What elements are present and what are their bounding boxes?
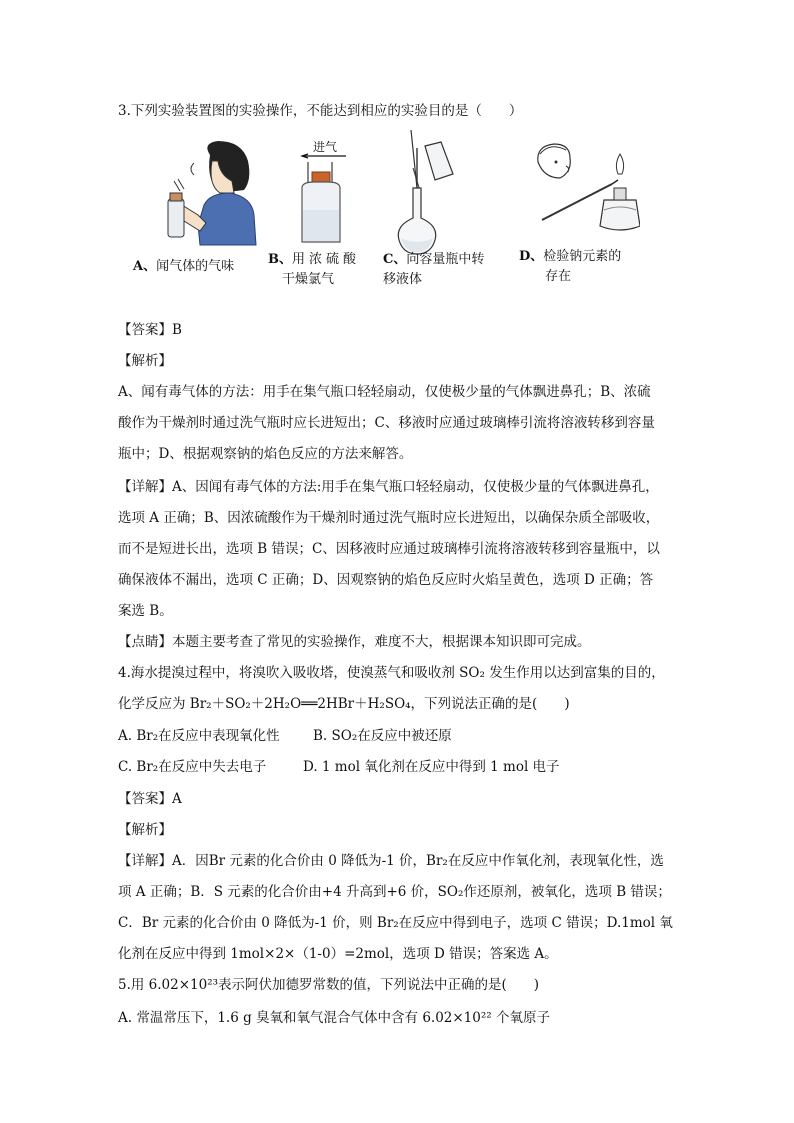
option-b-caption: B、用浓硫酸 — [268, 252, 361, 267]
option-b-caption-line2: 干燥氯气 — [282, 272, 335, 287]
q4-detail-line: 【详解】A．因Br 元素的化合价由 0 降低为-1 价，Br₂在反应中作氧化剂，表现氧化性，选 — [118, 853, 664, 869]
q3-analysis-title: 【解析】 — [118, 353, 172, 369]
figure-d-flame-test — [530, 140, 640, 240]
option-c-caption-line2: 移液体 — [383, 272, 423, 287]
q4-detail-line: 化剂在反应中得到 1mol×2×（1-0）=2mol，选项 D 错误；答案选 A。 — [118, 946, 558, 962]
q3-detail-line: 选项 A 正确；B、因浓硫酸作为干燥剂时通过洗气瓶时应长进短出，以确保杂质全部吸收， — [118, 510, 660, 526]
option-d-caption-line2: 存在 — [545, 269, 572, 284]
q3-analysis-line: A、闻有毒气体的方法：用手在集气瓶口轻轻扇动，仅使极少量的气体飘进鼻孔；B、浓硫 — [118, 384, 651, 400]
option-a-caption: A、闻气体的气味 — [133, 259, 235, 274]
q3-analysis-line: 酸作为干燥剂时通过洗气瓶时应长进短出；C、移液时应通过玻璃棒引流将溶液转移到容量 — [118, 415, 655, 431]
q4-option-b: B. SO₂在反应中被还原 — [313, 728, 452, 744]
q4-answer: 【答案】A — [118, 791, 182, 807]
q4-option-c: C. Br₂在反应中失去电子 — [118, 759, 267, 775]
q3-analysis-line: 瓶中；D、根据观察钠的焰色反应的方法来解答。 — [118, 446, 413, 462]
q3-stem: 3.下列实验装置图的实验操作，不能达到相应的实验目的是（ ） — [118, 103, 523, 119]
q3-comment: 【点睛】本题主要考查了常见的实验操作，难度不大，根据课本知识即可完成。 — [118, 634, 591, 650]
q3-detail-line: 确保液体不漏出，选项 C 正确；D、因观察钠的焰色反应时火焰呈黄色，选项 D 正确；答 — [118, 572, 654, 588]
q4-option-a: A. Br₂在反应中表现氧化性 — [118, 728, 280, 744]
q3-detail-line: 案选 B。 — [118, 603, 173, 619]
figure-c-volumetric-flask — [395, 128, 475, 258]
q4-option-d: D. 1 mol 氧化剂在反应中得到 1 mol 电子 — [303, 759, 560, 775]
q5-stem: 5.用 6.02×10²³表示阿伏加德罗常数的值，下列说法中正确的是( ) — [118, 977, 540, 993]
q3-detail-line: 而不是短进长出，选项 B 错误；C、因移液时应通过玻璃棒引流将溶液转移到容量瓶中，以 — [118, 541, 660, 557]
q4-analysis-title: 【解析】 — [118, 822, 172, 838]
q4-stem-line1: 4.海水提溴过程中，将溴吹入吸收塔，使溴蒸气和吸收剂 SO₂ 发生作用以达到富集的目的， — [118, 665, 665, 681]
figure-a-smell-gas — [160, 135, 260, 255]
q3-detail-line: 【详解】A、因闻有毒气体的方法:用手在集气瓶口轻轻扇动，仅使极少量的气体飘进鼻孔， — [118, 479, 659, 495]
figure-b-inlet-label: 进气 — [313, 140, 338, 154]
q3-answer: 【答案】B — [118, 322, 182, 338]
q4-stem-line2: 化学反应为 Br₂＋SO₂＋2H₂O══2HBr＋H₂SO₄，下列说法正确的是( ) — [118, 696, 570, 712]
q4-detail-line: C．Br 元素的化合价由 0 降低为-1 价，则 Br₂在反应中得到电子，选项 C 错误；D.1mol 氧 — [118, 915, 673, 931]
q5-option-a: A. 常温常压下，1.6 g 臭氧和氧气混合气体中含有 6.02×10²² 个氧原子 — [118, 1010, 550, 1026]
q4-detail-line: 项 A 正确；B．S 元素的化合价由+4 升高到+6 价，SO₂作还原剂，被氧化，选项 B 错误； — [118, 884, 671, 900]
option-c-caption: C、向容量瓶中转 — [383, 252, 485, 267]
figure-b-gas-washing-bottle — [284, 150, 364, 250]
option-d-caption: D、检验钠元素的 — [519, 249, 622, 264]
